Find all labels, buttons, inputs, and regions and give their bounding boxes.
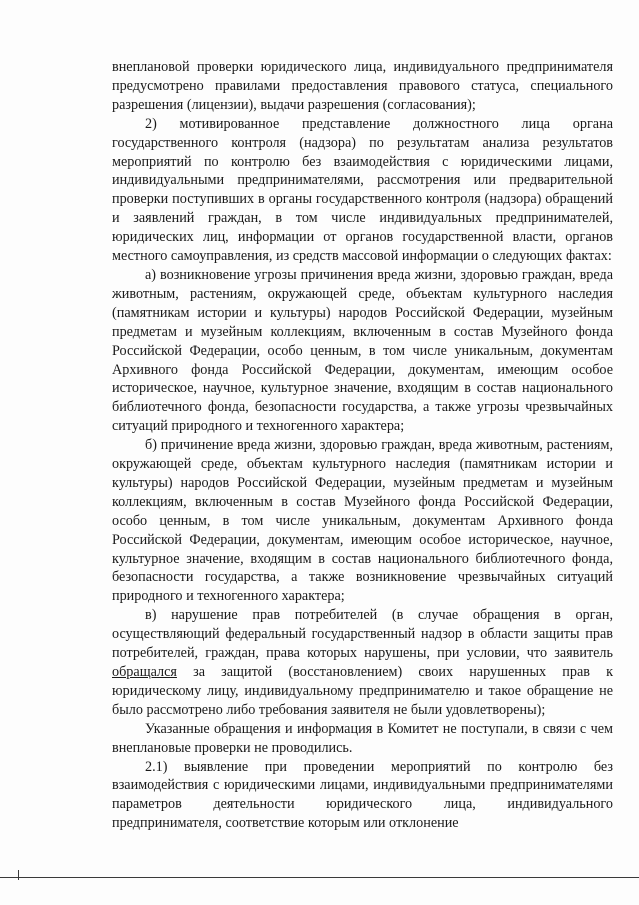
- page-bottom-border: [0, 877, 639, 878]
- paragraph-item-2-1: 2.1) выявление при проведении мероприятий по контролю без взаимодействия с юридическими лицами, индивидуальными предпринимателями параметров деятельности юридического лица, индивидуального предпринимателя, соответствие которым или отклонение: [112, 758, 613, 832]
- paragraph-item-2: 2) мотивированное представление должностного лица органа государственного контроля (надзора) по результатам анализа результатов мероприятий по контролю без взаимодействия с юридическими лицами, индивидуальными предпринимателями, рассмотрения или предварительной проверки поступивших в органы государственного контроля (надзора) обращений и заявлений граждан, в том числе индивидуальных предпринимателей, юридических лиц, информации от органов государственной власти, органов местного самоуправления, из средств массовой информации о следующих фактах:: [112, 115, 613, 265]
- paragraph-item-2v-text-before: в) нарушение прав потребителей (в случае обращения в орган, осуществляющий федеральный государственный надзор в области защиты прав потребителей, граждан, права которых нарушены, при условии, что заявитель: [112, 607, 613, 662]
- page-bottom-tick: [18, 870, 19, 880]
- paragraph-item-2v-text-after: за защитой (восстановлением) своих нарушенных прав к юридическому лицу, индивидуальному предпринимателю и такое обращение не было рассмотрено либо требования заявителя не были удовлетворены);: [112, 664, 613, 718]
- paragraph-item-2v: [112, 606, 613, 719]
- paragraph-committee-note: Указанные обращения и информация в Комитет не поступали, в связи с чем внеплановые проверки не проводились.: [112, 720, 613, 756]
- document-body: [112, 58, 613, 833]
- paragraph-continuation: внеплановой проверки юридического лица, индивидуального предпринимателя предусмотрено правилами предоставления правового статуса, специального разрешения (лицензии), выдачи разрешения (согласования);: [112, 59, 613, 113]
- underlined-word: обращался: [112, 664, 177, 680]
- paragraph-item-2a: а) возникновение угрозы причинения вреда жизни, здоровью граждан, вреда животным, растениям, окружающей среде, объектам культурного наследия (памятникам истории и культуры) народов Российской Федерации, музейным предметам и музейным коллекциям, включенным в состав Музейного фонда Российской Федерации, особо ценным, в том числе уникальным, документам Архивного фонда Российской Федерации, документам, имеющим особое историческое, научное, культурное значение, входящим в состав национального библиотечного фонда, безопасности государства, а также угрозы чрезвычайных ситуаций природного и техногенного характера;: [112, 266, 613, 435]
- paragraph-item-2b: б) причинение вреда жизни, здоровью граждан, вреда животным, растениям, окружающей среде, объектам культурного наследия (памятникам истории и культуры) народов Российской Федерации, музейным предметам и музейным коллекциям, включенным в состав Музейного фонда Российской Федерации, особо ценным, в том числе уникальным, документам Архивного фонда Российской Федерации, документам, имеющим особое историческое, научное, культурное значение, входящим в состав национального библиотечного фонда, безопасности государства, а также возникновение чрезвычайных ситуаций природного и техногенного характера;: [112, 437, 613, 605]
